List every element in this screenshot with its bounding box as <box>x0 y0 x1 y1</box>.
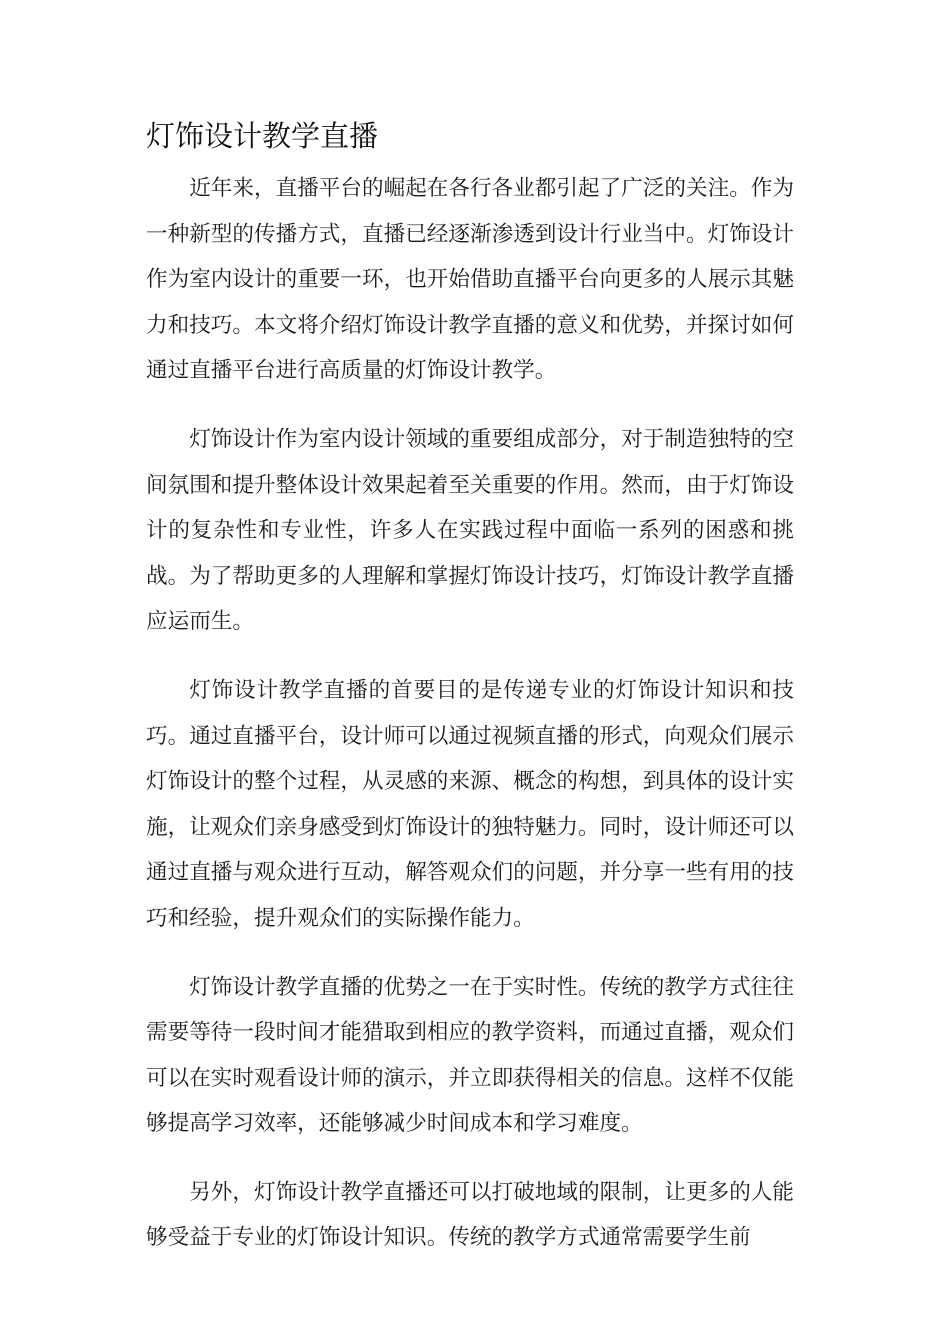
paragraph-5: 另外，灯饰设计教学直播还可以打破地域的限制，让更多的人能够受益于专业的灯饰设计知识。传统的教学方式通常需要学生前 <box>146 1179 794 1251</box>
document-body <box>146 166 794 1284</box>
paragraph-1: 近年来，直播平台的崛起在各行各业都引起了广泛的关注。作为一种新型的传播方式，直播已经逐渐渗透到设计行业当中。灯饰设计作为室内设计的重要一环，也开始借助直播平台向更多的人展示其魅力和技巧。本文将介绍灯饰设计教学直播的意义和优势，并探讨如何通过直播平台进行高质量的灯饰设计教学。 <box>146 176 794 384</box>
paragraph-3: 灯饰设计教学直播的首要目的是传递专业的灯饰设计知识和技巧。通过直播平台，设计师可以通过视频直播的形式，向观众们展示灯饰设计的整个过程，从灵感的来源、概念的构想，到具体的设计实施，让观众们亲身感受到灯饰设计的独特魅力。同时，设计师还可以通过直播与观众进行互动，解答观众们的问题，并分享一些有用的技巧和经验，提升观众们的实际操作能力。 <box>146 677 794 931</box>
document-title: 灯饰设计教学直播 <box>146 119 379 153</box>
paragraph-2: 灯饰设计作为室内设计领域的重要组成部分，对于制造独特的空间氛围和提升整体设计效果起着至关重要的作用。然而，由于灯饰设计的复杂性和专业性，许多人在实践过程中面临一系列的困惑和挑战。为了帮助更多的人理解和掌握灯饰设计技巧，灯饰设计教学直播应运而生。 <box>146 426 794 635</box>
paragraph-4: 灯饰设计教学直播的优势之一在于实时性。传统的教学方式往往需要等待一段时间才能猎取到相应的教学资料，而通过直播，观众们可以在实时观看设计师的演示，并立即获得相关的信息。这样不仅能够提高学习效率，还能够减少时间成本和学习难度。 <box>146 974 794 1137</box>
